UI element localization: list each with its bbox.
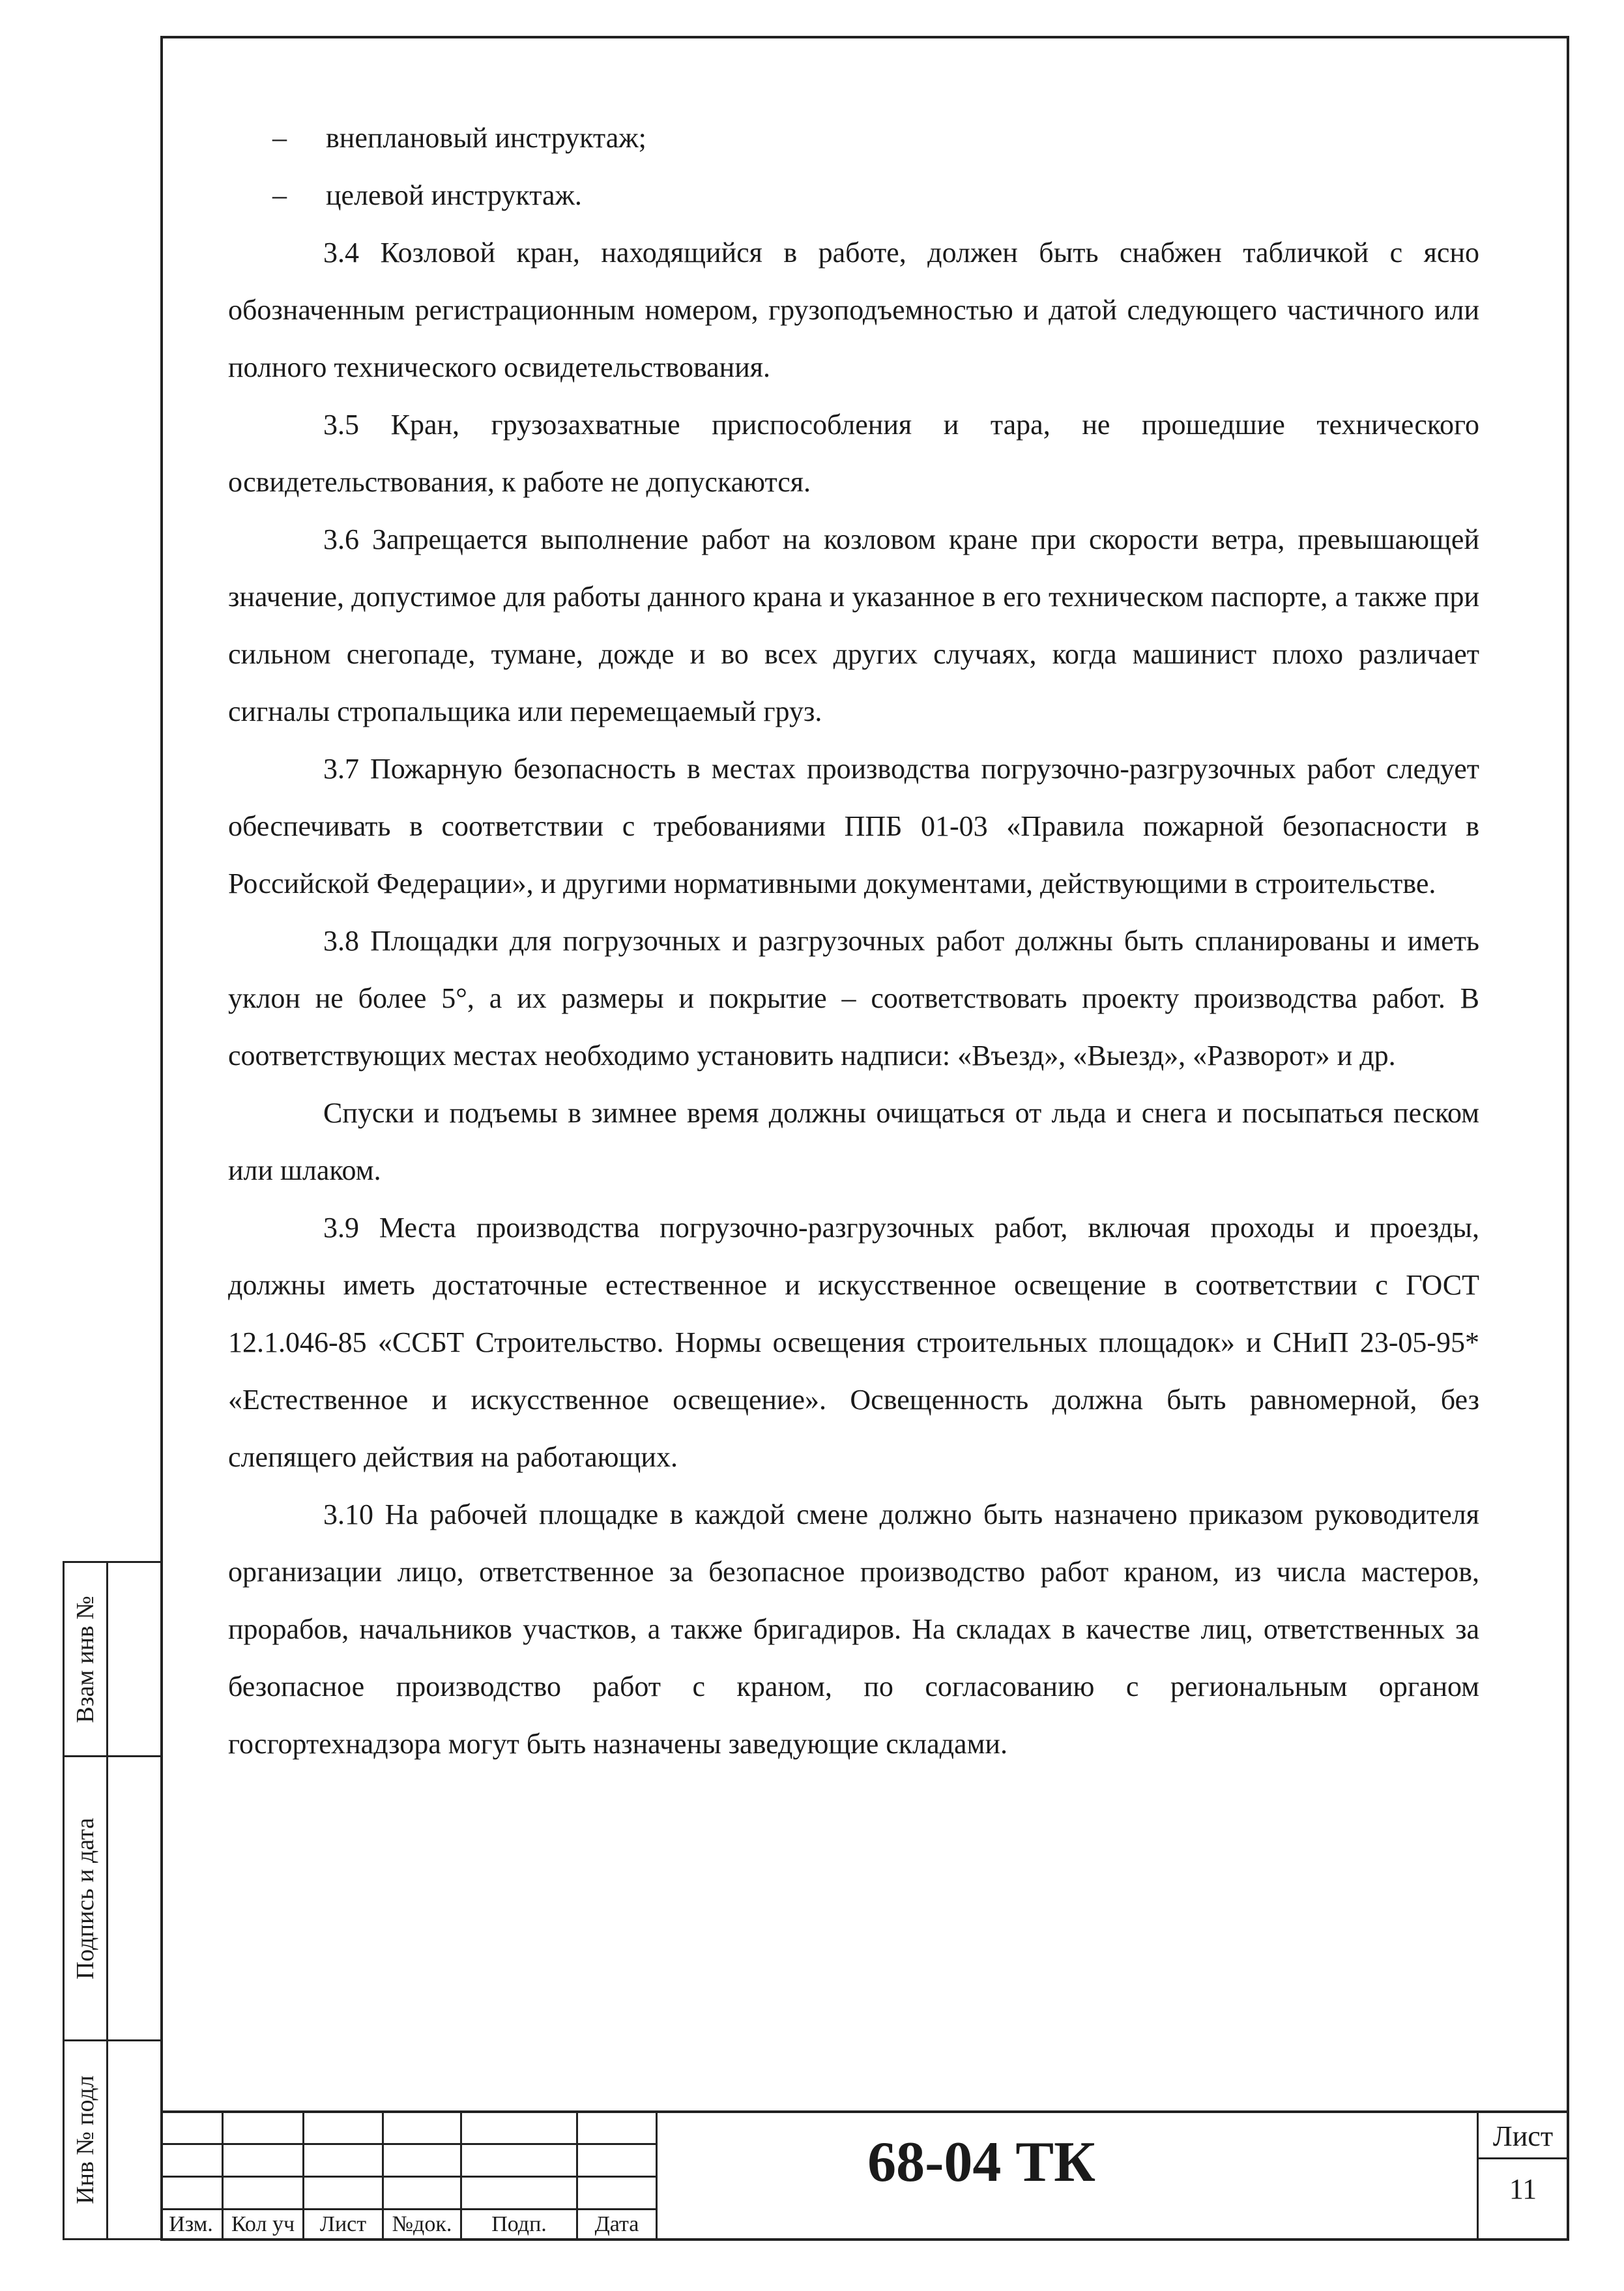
- col-list: Лист: [319, 2212, 367, 2236]
- col-ndok: №док.: [392, 2212, 452, 2236]
- paragraph: 3.8 Площадки для погрузочных и разгрузочных работ должны быть спланированы и иметь уклон не более 5°, а их размеры и покрытие – соответствовать проекту производства работ. В соответствующих местах необходимо установить надписи: «Въезд», «Выезд», «Разворот» и др.: [228, 925, 1479, 1072]
- paragraph: 3.9 Места производства погрузочно-разгрузочных работ, включая проходы и проезды, должны иметь достаточные естественное и искусственное освещение в соответствии с ГОСТ 12.1.046-85 «ССБТ Строительство. Нормы освещения строительных площадок» и СНиП 23-05-95* «Естественное и искусственное освещение». Освещенность должна быть равномерной, без слепящего действия на работающих.: [228, 1212, 1479, 1473]
- paragraph: 3.7 Пожарную безопасность в местах производства погрузочно-разгрузочных работ следует обеспечивать в соответствии с требованиями ППБ 01-03 «Правила пожарной безопасности в Российской Федерации», и другими нормативными документами, действующими в строительстве.: [228, 753, 1479, 899]
- side-cell-inv: [65, 2041, 162, 2238]
- inv-podl-label: Инв № подл: [72, 2075, 99, 2204]
- side-cell-vzam: [65, 1563, 162, 1757]
- paragraph: 3.4 Козловой кран, находящийся в работе, должен быть снабжен табличкой с ясно обозначенным регистрационным номером, грузоподъемностью и датой следующего частичного или полного технического освидетельствования.: [228, 237, 1479, 383]
- paragraph: Спуски и подъемы в зимнее время должны очищаться от льда и снега и посыпаться песком или шлаком.: [228, 1097, 1479, 1186]
- title-block: [160, 2110, 1569, 2241]
- paragraph: 3.5 Кран, грузозахватные приспособления и тара, не прошедшие технического освидетельствования, к работе не допускаются.: [228, 409, 1479, 498]
- paragraph: 3.6 Запрещается выполнение работ на козловом кране при скорости ветра, превышающей значение, допустимое для работы данного крана и указанное в его техническом паспорте, а также при сильном снегопаде, тумане, дожде и во всех других случаях, когда машинист плохо различает сигналы стропальщика или перемещаемый груз.: [228, 523, 1479, 727]
- sheet-number: 11: [1509, 2173, 1537, 2205]
- side-stamp: [63, 1561, 160, 2240]
- side-cell-podpis: [65, 1757, 162, 2041]
- col-data: Дата: [594, 2212, 639, 2236]
- document-body: [228, 109, 1479, 1773]
- paragraph: 3.10 На рабочей площадке в каждой смене должно быть назначено приказом руководителя организации лицо, ответственное за безопасное производство работ краном, из числа мастеров, прорабов, начальников участков, а также бригадиров. На складах в качестве лиц, ответственных за безопасное производство работ с краном, по согласованию с региональным органом госгортехнадзора могут быть назначены заведующие складами.: [228, 1498, 1479, 1760]
- col-kol-uch: Кол уч: [231, 2212, 295, 2236]
- vzam-inv-label: Взам инв №: [72, 1595, 99, 1723]
- dash-item: – внеплановый инструктаж;: [228, 109, 1479, 167]
- col-podp: Подп.: [491, 2212, 547, 2236]
- document-code: 68-04 ТК: [867, 2131, 1095, 2194]
- col-izm: Изм.: [169, 2212, 213, 2236]
- podpis-data-label: Подпись и дата: [72, 1817, 99, 1979]
- dash-item: – целевой инструктаж.: [228, 167, 1479, 224]
- sheet-label: Лист: [1492, 2120, 1554, 2152]
